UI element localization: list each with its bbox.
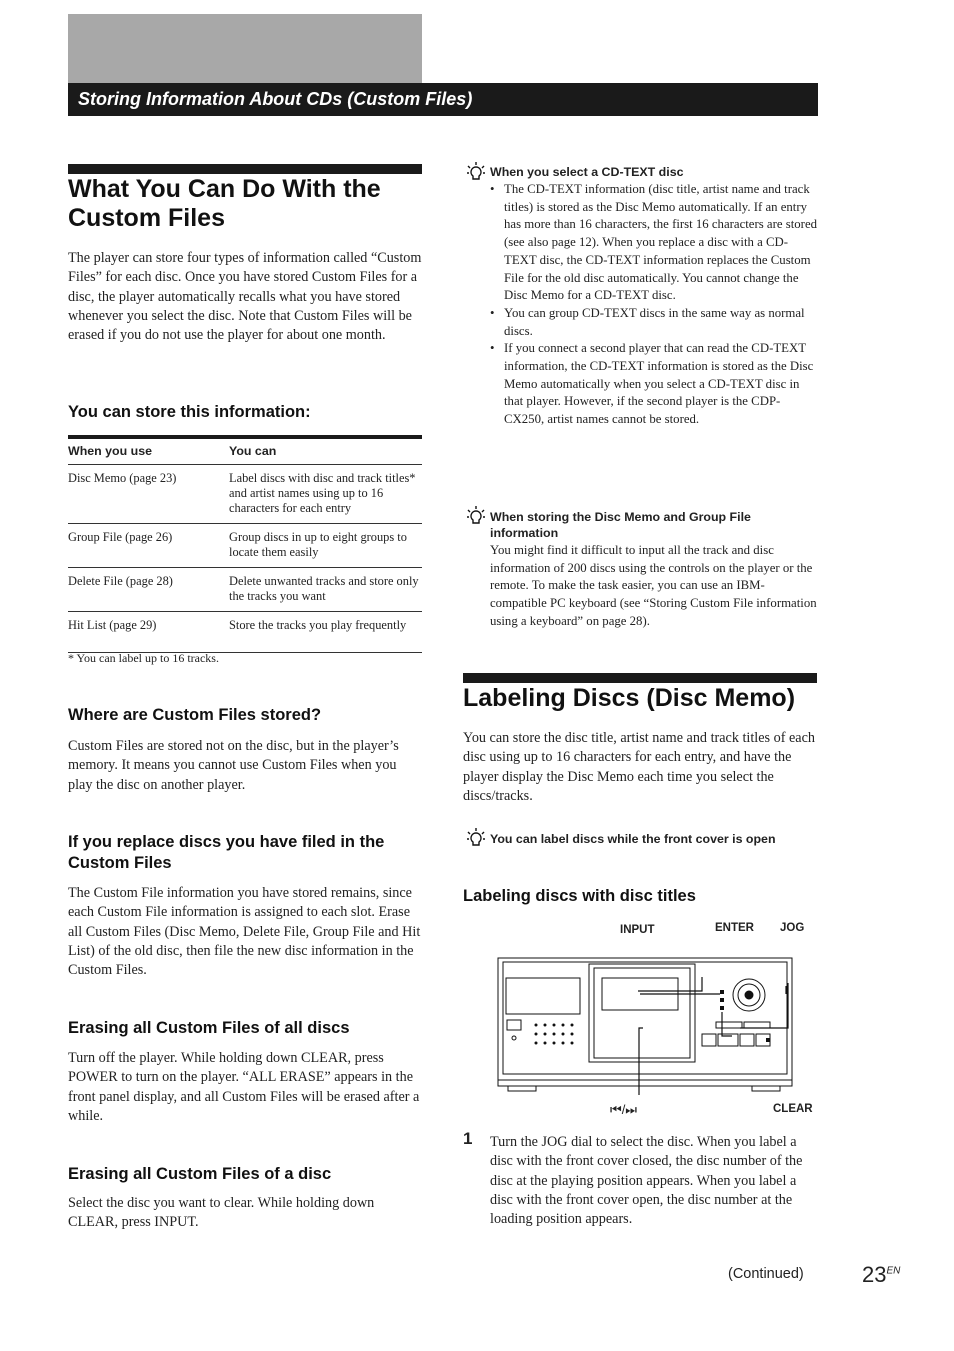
intro-paragraph: The player can store four types of information called “Custom Files” for each disc. Once you have stored Custom Files for a disc, the player automatically recalls what you have stored whenever you select the disc. Note that Custom Files will be erased if you do not use the player for about one month. — [68, 250, 422, 344]
erase-one-heading: Erasing all Custom Files of a disc — [68, 1165, 332, 1183]
table-footnote: * You can label up to 16 tracks. — [68, 651, 219, 665]
table-row — [68, 612, 422, 653]
labeling-sub-heading: Labeling discs with disc titles — [463, 887, 696, 905]
page-number-suffix: EN — [886, 1265, 901, 1277]
table-header-row — [68, 437, 422, 465]
step-text: Turn the JOG dial to select the disc. When you label a disc with the front cover closed, the disc number of the disc at the playing position appears. When you label a disc with the front cover open, the disc number at the loading position appears. — [490, 1134, 803, 1228]
diagram-label-skip: ⏮/⏭ — [610, 1102, 638, 1117]
tip-cdtext-title: When you select a CD-TEXT disc — [490, 165, 684, 179]
tip-lightbulb-icon — [466, 828, 486, 848]
diagram-label-enter: ENTER — [715, 922, 754, 934]
tip-front-cover: You can label discs while the front cover is open — [490, 832, 776, 846]
table-cell: Delete unwanted tracks and store only the tracks you want — [229, 568, 422, 612]
tip-cdtext-list — [490, 181, 820, 429]
list-item: • The CD-TEXT information (disc title, artist name and track titles) is stored as the Disc Memo automatically. If an entry has more than 16 characters, the first 16 characters are stored (see also page 12). When you replace a disc with a CD-TEXT disc, the CD-TEXT information replaces the Custom File for the old disc automatically. You cannot change the Disc Memo for a CD-TEXT disc. — [490, 181, 820, 305]
heading-rule — [68, 164, 422, 174]
diagram-label-clear: CLEAR — [773, 1103, 813, 1115]
erase-all-heading: Erasing all Custom Files of all discs — [68, 1019, 350, 1037]
disc-memo-intro: You can store the disc title, artist name and track titles of each disc using up to 16 characters for each entry, and have the player display the Disc Memo each time you select the discs/tracks. — [463, 730, 815, 804]
table-cell: Label discs with disc and track titles* and artist names using up to 16 characters for each entry — [229, 465, 422, 524]
erase-one-paragraph: Select the disc you want to clear. While holding down CLEAR, press INPUT. — [68, 1195, 375, 1231]
tip-lightbulb-icon — [466, 506, 486, 526]
table-cell: Group discs in up to eight groups to locate them easily — [229, 524, 422, 568]
step-number: 1 — [463, 1129, 473, 1148]
store-heading: You can store this information: — [68, 403, 311, 421]
page-number — [862, 1262, 900, 1288]
page-number-value: 23 — [862, 1262, 887, 1287]
page-heading-disc-memo: Labeling Discs (Disc Memo) — [463, 684, 796, 712]
where-paragraph: Custom Files are stored not on the disc, but in the player’s memory. It means you cannot use Custom Files when you play the disc on another player. — [68, 738, 399, 793]
tip-storing-title: When storing the Disc Memo and Group File information — [490, 510, 751, 540]
section-banner: Storing Information About CDs (Custom Files) — [68, 83, 818, 116]
erase-all-paragraph: Turn off the player. While holding down CLEAR, press POWER to turn on the player. “ALL ERASE” appears in the front panel display, and all Custom Files will be erased after a while. — [68, 1050, 420, 1124]
continued-label: (Continued) — [728, 1266, 804, 1282]
table-row — [68, 568, 422, 612]
table-cell: Group File (page 26) — [68, 524, 229, 568]
table-row — [68, 524, 422, 568]
table-cell: Disc Memo (page 23) — [68, 465, 229, 524]
heading-rule — [463, 673, 817, 683]
table-cell: Delete File (page 28) — [68, 568, 229, 612]
table-header-cell: When you use — [68, 437, 229, 465]
diagram-label-jog: JOG — [780, 922, 805, 934]
replace-paragraph: The Custom File information you have stored remains, since each Custom File information is assigned to each slot. Erase all Custom Files (Disc Memo, Delete File, Group File and Hit List) of the old disc, then file the new disc information in the Custom Files. — [68, 885, 421, 979]
where-heading: Where are Custom Files stored? — [68, 706, 322, 724]
tip-lightbulb-icon — [466, 162, 486, 182]
header-gray-block — [68, 14, 422, 84]
list-item: • You can group CD-TEXT discs in the same way as normal discs. — [490, 305, 820, 340]
table-header-cell: You can — [229, 437, 422, 465]
replace-heading: If you replace discs you have filed in the Custom Files — [68, 833, 385, 872]
list-item: • If you connect a second player that can read the CD-TEXT information, the CD-TEXT information is stored as the Disc Memo automatically when you select a CD-TEXT disc in that player. However, if the second player is the CDP-CX250, artist names cannot be stored. — [490, 340, 820, 429]
table-cell: Store the tracks you play frequently — [229, 612, 422, 653]
tip-storing-text: You might find it difficult to input all the track and disc information of 200 discs using the controls on the player or the remote. To make the task easier, you can use an IBM-compatible PC keyboard (see “Storing Custom File information using a keyboard” on page 28). — [490, 543, 817, 628]
table-cell: Hit List (page 29) — [68, 612, 229, 653]
cd-player-diagram — [490, 950, 810, 1095]
diagram-label-input: INPUT — [620, 924, 655, 936]
custom-files-table — [68, 435, 422, 653]
page-heading-custom-files: What You Can Do With the Custom Files — [68, 175, 381, 232]
table-row — [68, 465, 422, 524]
